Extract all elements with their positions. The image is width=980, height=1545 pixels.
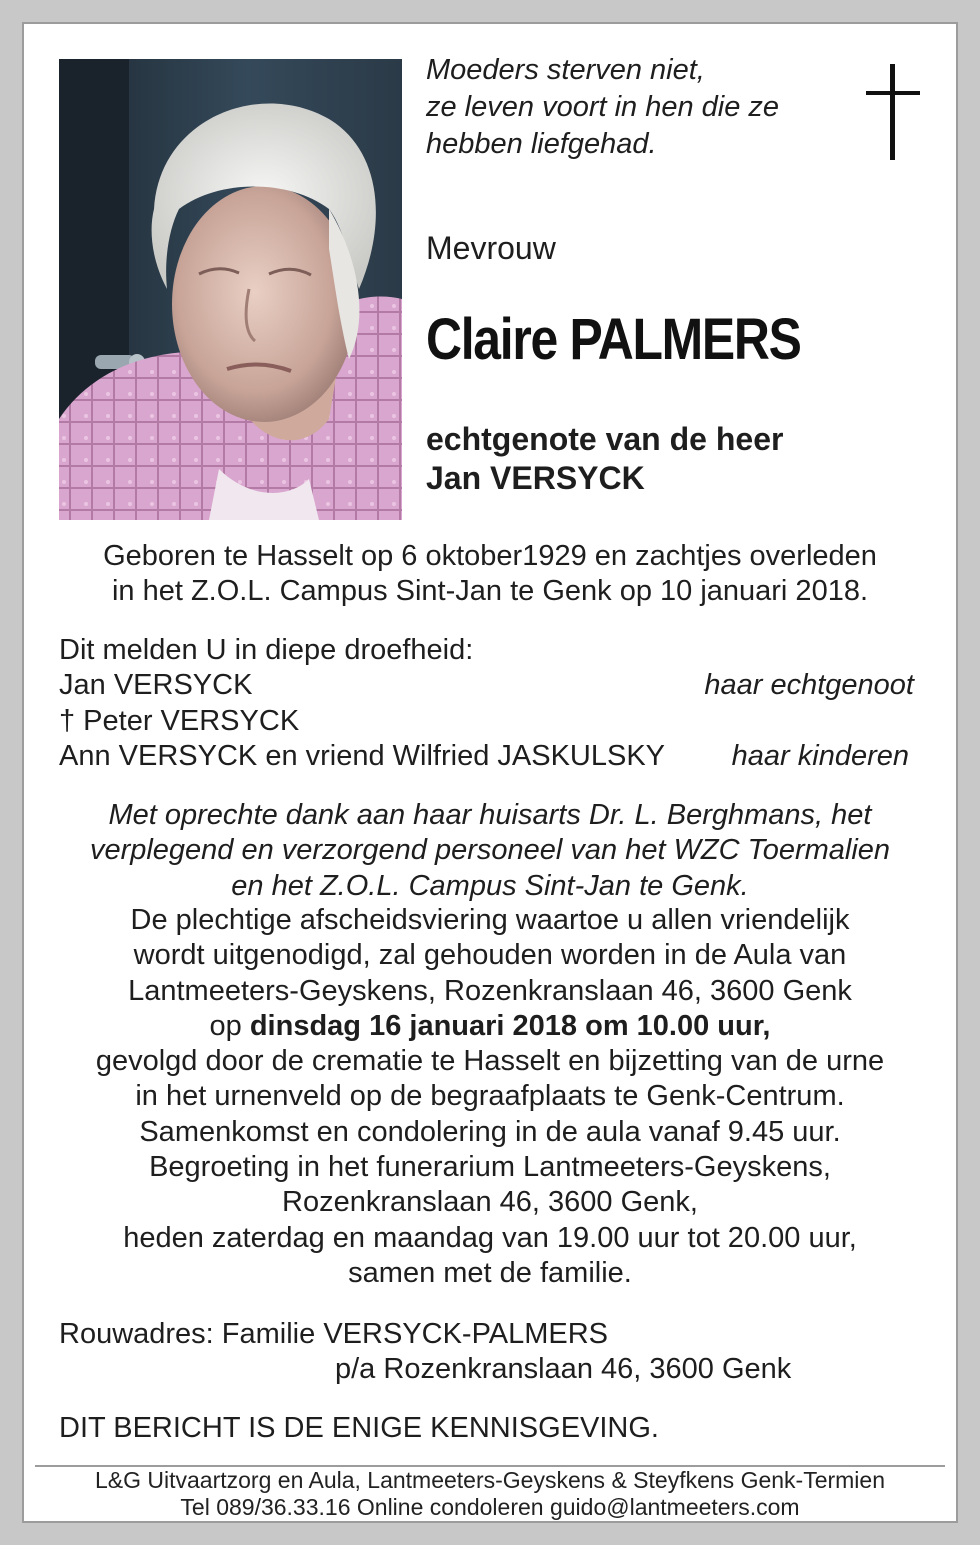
family-member-name: Jan VERSYCK [59,669,253,702]
death-line: in het Z.O.L. Campus Sint-Jan te Genk op 10 januari 2018. [111,575,869,608]
ceremony-line: Rozenkranslaan 46, 3600 Genk, [282,1186,698,1219]
mourning-address [59,1317,791,1388]
ceremony-line: samen met de familie. [348,1256,632,1289]
announcement-intro: Dit melden U in diepe droefheid: [59,634,474,666]
ceremony-line: Lantmeeters-Geyskens, Rozenkranslaan 46, 3600 Genk [128,974,852,1007]
family-row [59,739,919,774]
deceased-name: Claire PALMERS [426,307,801,372]
thanks-line: en het Z.O.L. Campus Sint-Jan te Genk. [231,869,749,902]
ceremony-line: Begroeting in het funerarium Lantmeeters-Geyskens, [149,1151,831,1184]
ceremony-line: heden zaterdag en maandag van 19.00 uur tot 20.00 uur, [123,1221,857,1254]
footer-line: L&G Uitvaartzorg en Aula, Lantmeeters-Geyskens & Steyfkens Genk-Termien [94,1467,886,1493]
poem-line: ze leven voort in hen die ze [426,91,780,123]
ceremony-date-bold: dinsdag 16 januari 2018 om 10.00 uur, [249,1009,771,1042]
spouse-name: Jan VERSYCK [426,460,645,496]
footer-line: Tel 089/36.33.16 Online condoleren guido@lantmeeters.com [180,1494,800,1520]
family-row [59,668,919,703]
spouse-info [426,420,783,498]
thanks-message [46,798,934,904]
ceremony-line: Samenkomst en condolering in de aula vanaf 9.45 uur. [139,1115,841,1148]
family-member-name: Ann VERSYCK en vriend Wilfried JASKULSKY [59,739,666,772]
only-notice: DIT BERICHT IS DE ENIGE KENNISGEVING. [59,1412,659,1444]
family-relation: haar kinderen [731,739,909,772]
family-relation: haar echtgenoot [704,669,914,702]
poem-line: hebben liefgehad. [426,128,657,160]
family-member-name: † Peter VERSYCK [59,704,300,737]
spouse-line: echtgenote van de heer [426,421,784,457]
salutation: Mevrouw [426,230,556,266]
thanks-line: verplegend en verzorgend personeel van het WZC Toermalien [89,834,891,867]
thanks-line: Met oprechte dank aan haar huisarts Dr. L. Berghmans, het [108,799,872,831]
ceremony-date [46,1009,934,1044]
birth-line: Geboren te Hasselt op 6 oktober1929 en zachtjes overleden [103,540,877,572]
ceremony-line: De plechtige afscheidsviering waartoe u allen vriendelijk [130,904,850,936]
ceremony-line: gevolgd door de crematie te Hasselt en bijzetting van de urne [95,1045,885,1078]
poem-line: Moeders sterven niet, [426,54,705,86]
ceremony-line: wordt uitgenodigd, zal gehouden worden in de Aula van [133,939,847,972]
ceremony-info [46,903,934,1291]
ceremony-line: in het urnenveld op de begraafplaats te Genk-Centrum. [135,1080,845,1113]
portrait-photo [59,59,402,520]
family-row [59,704,919,739]
birth-death-info [46,539,934,610]
memorial-poem [426,52,779,163]
address-line: p/a Rozenkranslaan 46, 3600 Genk [335,1353,792,1386]
funeral-home-footer [35,1467,945,1521]
latin-cross-icon [862,64,924,160]
family-announcement [59,633,919,774]
ceremony-date-prefix: op [209,1009,250,1042]
address-line: Rouwadres: Familie VERSYCK-PALMERS [59,1318,609,1350]
